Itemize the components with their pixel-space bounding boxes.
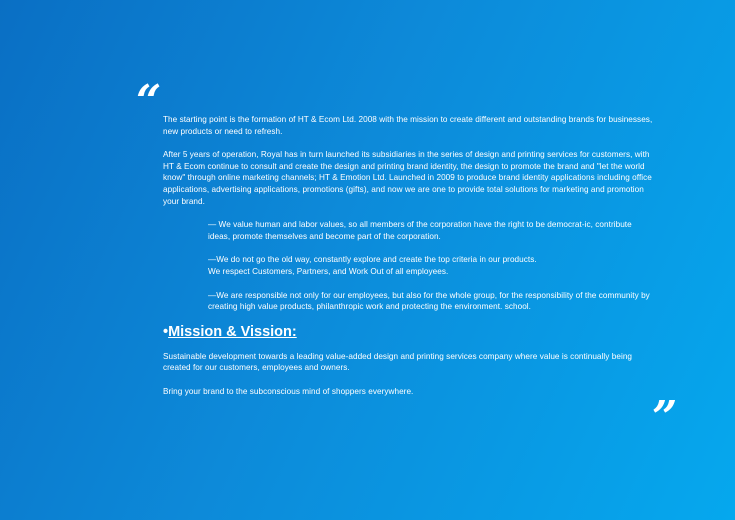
value-item-democracy: — We value human and labor values, so all members of the corporation have the right to be democrat-ic, contribute ideas, promote themselves and become part of the corporation. <box>208 220 632 241</box>
history-paragraph: After 5 years of operation, Royal has in turn launched its subsidiaries in the series of design and printing services for customers, with HT & Ecom continue to consult and create the design and printing brand identity, the design to promote the brand and "let the world know" through online marketing channels; HT & Emotion Ltd. Launched in 2009 to produce brand identity applications including office applications, advertising applications, promotions (gifts), and now we are one to provide total solutions for marketing and promotion your brand. <box>163 150 652 206</box>
close-quote-icon: ” <box>652 392 678 443</box>
mission-paragraph: Sustainable development towards a leading value-added design and printing services company where value is continually being created for our customers, employees and owners. <box>163 351 633 373</box>
value-item-innovation: —We do not go the old way, constantly explore and create the top criteria in our products. We respect Customers, Partners, and Work Out of all employees. <box>208 255 537 276</box>
mission-title: Mission & Vission: <box>168 323 297 340</box>
mission-heading <box>163 323 655 341</box>
bullet-icon: • <box>163 323 169 340</box>
open-quote-icon: “ <box>136 76 162 127</box>
intro-paragraph: The starting point is the formation of HT & Ecom Ltd. 2008 with the mission to create different and outstanding brands for businesses, new products or need to refresh. <box>163 115 653 136</box>
values-list <box>163 219 655 313</box>
content <box>163 114 655 398</box>
vision-paragraph: Bring your brand to the subconscious mind of shoppers everywhere. <box>163 386 414 396</box>
value-item-responsibility: —We are responsible not only for our employees, but also for the whole group, for the responsibility of the community by creating high value products, philanthropic work and protecting the environment. school. <box>208 290 650 312</box>
